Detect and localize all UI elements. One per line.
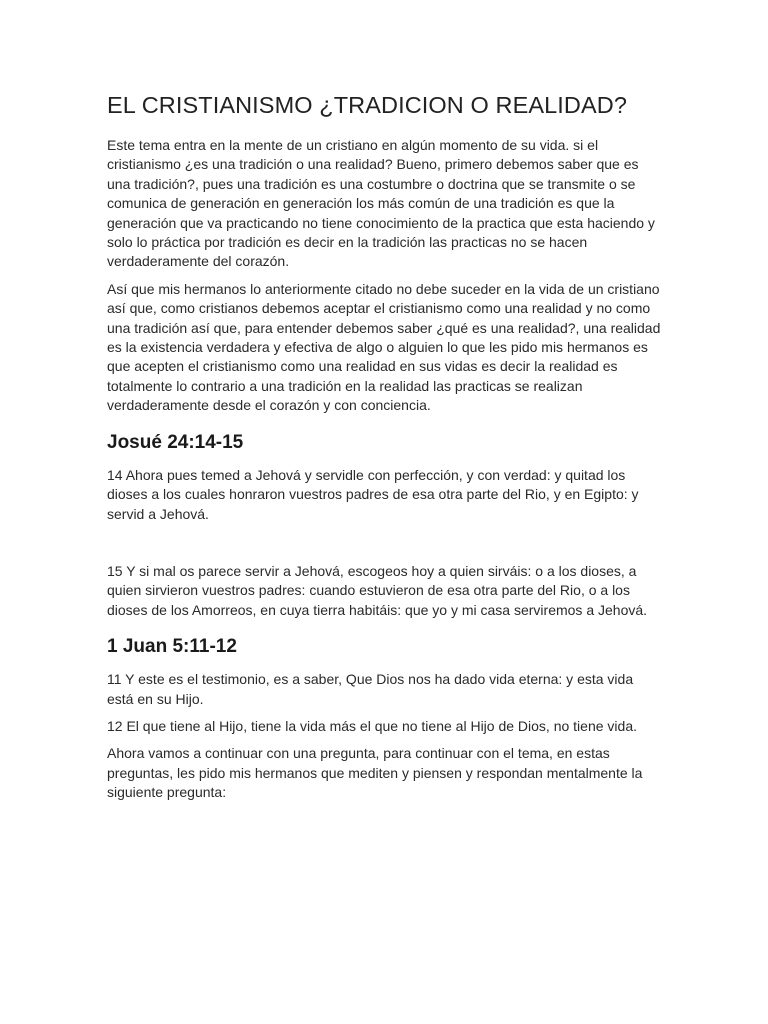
verse-paragraph: 14 Ahora pues temed a Jehová y servidle con perfección, y con verdad: y quitad los dioses a los cuales honraron vuestros padres de esa otra parte del Rio, y en Egipto: y servid a Jehová. bbox=[107, 466, 639, 522]
verse-paragraph: 12 El que tiene al Hijo, tiene la vida más el que no tiene al Hijo de Dios, no tiene vida. bbox=[107, 717, 637, 734]
intro-paragraph: Así que mis hermanos lo anteriormente citado no debe suceder en la vida de un cristiano así que, como cristianos debemos aceptar el cristianismo como una realidad y no como una tradición así que, para entender debemos saber ¿qué es una realidad?, una realidad es la existencia verdadera y efectiva de algo o alguien lo que les pido mis hermanos es que acepten el cristianismo como una realidad en sus vidas es decir la realidad es totalmente lo contrario a una tradición en la realidad las practicas se realizan verdaderamente desde el corazón y con conciencia. bbox=[107, 280, 661, 414]
closing-paragraph: Ahora vamos a continuar con una pregunta, para continuar con el tema, en estas preguntas, les pido mis hermanos que mediten y piensen y respondan mentalmente la siguiente pregunta: bbox=[107, 745, 643, 801]
scripture-heading: Josué 24:14-15 bbox=[107, 431, 244, 453]
blank-line bbox=[107, 532, 663, 562]
verse-paragraph: 15 Y si mal os parece servir a Jehová, escogeos hoy a quien sirváis: o a los dioses, a quien sirvieron vuestros padres: cuando estuvieron de esa otra parte del Rio, o a los dioses de los Amorreos, en cuya tierra habitáis: que yo y mi casa serviremos a Jehová. bbox=[107, 562, 648, 618]
document-title: EL CRISTIANISMO ¿TRADICION O REALIDAD? bbox=[107, 92, 628, 118]
intro-paragraph: Este tema entra en la mente de un cristiano en algún momento de su vida. si el cristianismo ¿es una tradición o una realidad? Bueno, primero debemos saber que es una tradición?, pues una tradición es una costumbre o doctrina que se transmite o se comunica de generación en generación los más común de una tradición es que la generación que va practicando no tiene conocimiento de la practica que esta haciendo y solo lo práctica por tradición es decir en la tradición las practicas no se hacen verdaderamente del corazón. bbox=[107, 137, 655, 270]
verse-paragraph: 11 Y este es el testimonio, es a saber, Que Dios nos ha dado vida eterna: y esta vida está en su Hijo. bbox=[107, 671, 634, 707]
document-page bbox=[107, 88, 663, 811]
scripture-heading: 1 Juan 5:11-12 bbox=[107, 636, 237, 658]
